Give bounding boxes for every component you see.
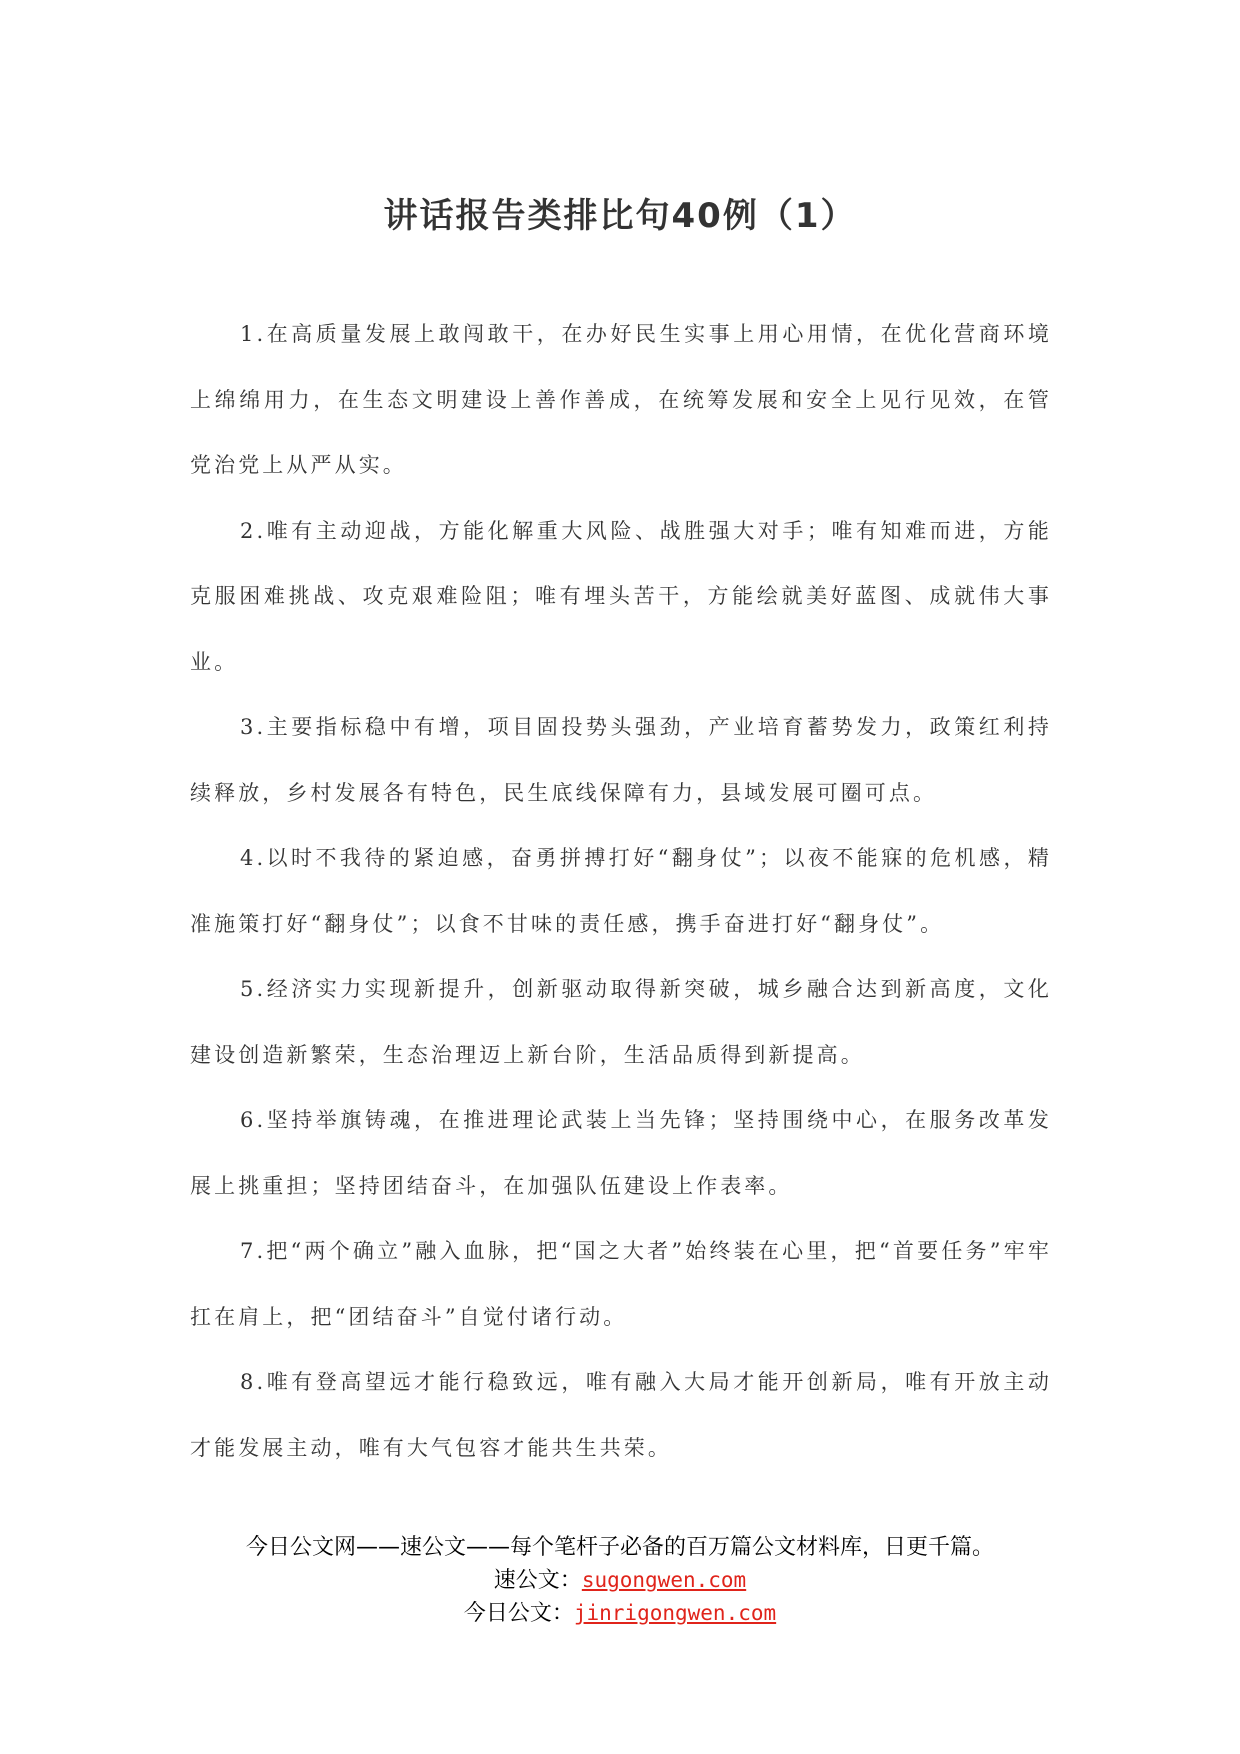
document-title: 讲话报告类排比句40例（1） [383,196,857,236]
paragraph-3: 3.主要指标稳中有增，项目固投势头强劲，产业培育蓄势发力，政策红利持续释放，乡村发展各有特色，民生底线保障有力，县域发展可圈可点。 [190,715,1052,805]
page-footer [0,1531,1240,1630]
sugongwen-link[interactable]: sugongwen.com [581,1568,747,1592]
paragraph-4: 4.以时不我待的紧迫感，奋勇拼搏打好“翻身仗”；以夜不能寐的危机感，精准施策打好“翻身仗”；以食不甘味的责任感，携手奋进打好“翻身仗”。 [190,846,1052,936]
footer-jinrigongwen-line [0,1597,1240,1630]
footer-jinrigongwen-label: 今日公文： [463,1601,574,1626]
document-body [190,302,1052,1481]
paragraph-5: 5.经济实力实现新提升，创新驱动取得新突破，城乡融合达到新高度，文化建设创造新繁荣，生态治理迈上新台阶，生活品质得到新提高。 [190,977,1052,1067]
paragraph-7: 7.把“两个确立”融入血脉，把“国之大者”始终装在心里，把“首要任务”牢牢扛在肩上，把“团结奋斗”自觉付诸行动。 [190,1239,1052,1329]
jinrigongwen-link[interactable]: jinrigongwen.com [573,1601,777,1625]
footer-tagline: 今日公文网——速公文——每个笔杆子必备的百万篇公文材料库，日更千篇。 [245,1535,994,1560]
paragraph-2: 2.唯有主动迎战，方能化解重大风险、战胜强大对手；唯有知难而进，方能克服困难挑战、攻克艰难险阻；唯有埋头苦干，方能绘就美好蓝图、成就伟大事业。 [190,518,1052,674]
footer-sugongwen-label: 速公文： [493,1568,582,1593]
paragraph-6: 6.坚持举旗铸魂，在推进理论武装上当先锋；坚持围绕中心，在服务改革发展上挑重担；坚持团结奋斗，在加强队伍建设上作表率。 [190,1108,1052,1198]
paragraph-1: 1.在高质量发展上敢闯敢干，在办好民生实事上用心用情，在优化营商环境上绵绵用力，在生态文明建设上善作善成，在统筹发展和安全上见行见效，在管党治党上从严从实。 [190,322,1052,477]
footer-sugongwen-line [0,1564,1240,1597]
paragraph-8: 8.唯有登高望远才能行稳致远，唯有融入大局才能开创新局，唯有开放主动才能发展主动，唯有大气包容才能共生共荣。 [190,1370,1052,1460]
